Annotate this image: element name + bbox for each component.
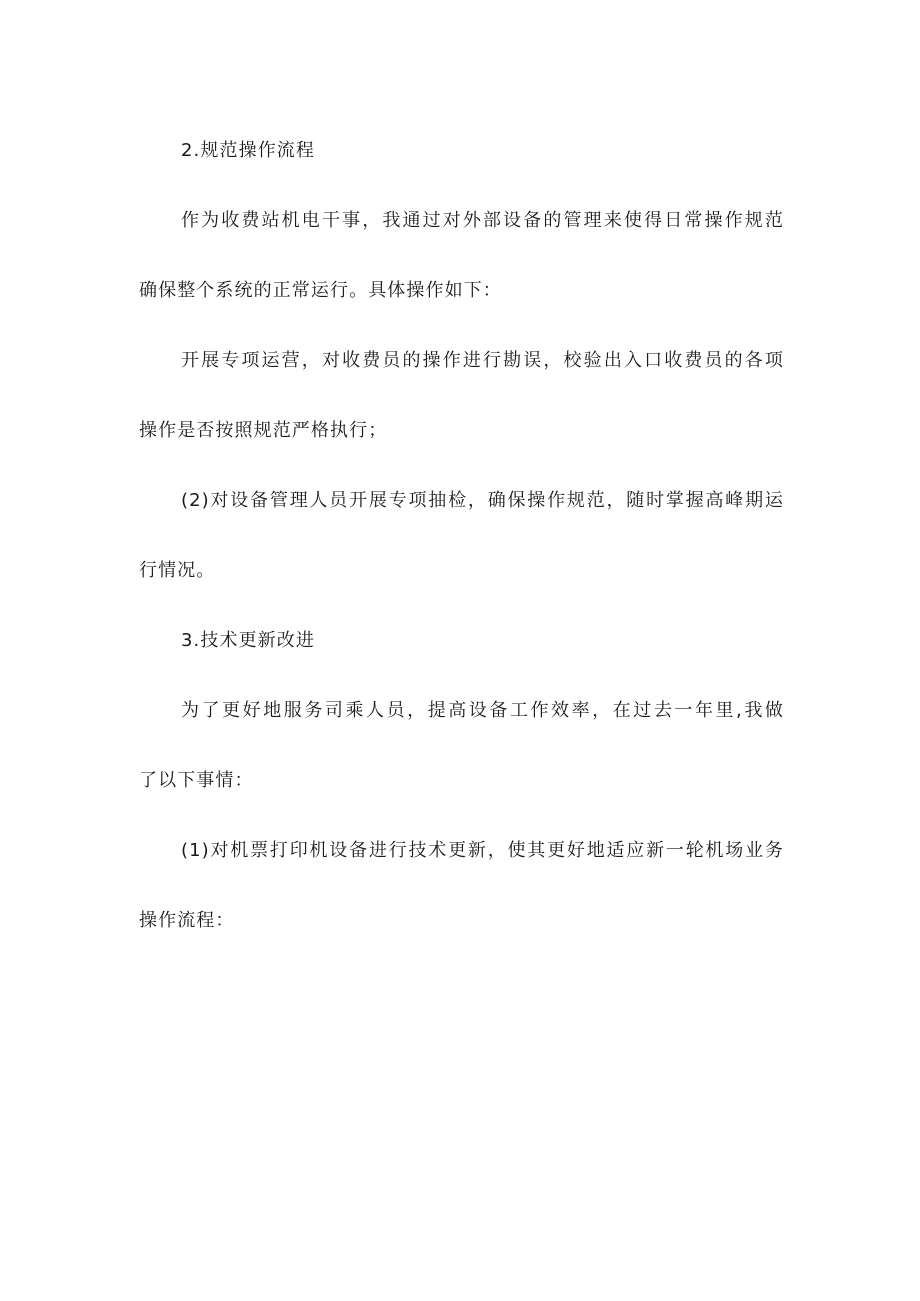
paragraph-1 xyxy=(139,203,784,308)
document-body xyxy=(139,133,784,973)
heading-text: 2.规范操作流程 xyxy=(181,140,315,161)
heading-text: 3.技术更新改进 xyxy=(181,630,315,651)
paragraph-line: (2)对设备管理人员开展专项抽检，确保操作规范，随时掌握高峰期运 xyxy=(181,490,784,511)
paragraph-line: 作为收费站机电干事，我通过对外部设备的管理来使得日常操作规范 xyxy=(181,210,784,231)
paragraph-3 xyxy=(139,483,784,588)
paragraph-line: 开展专项运营，对收费员的操作进行勘误，校验出入口收费员的各项 xyxy=(181,350,784,371)
section-heading-2 xyxy=(139,133,784,168)
paragraph-5 xyxy=(139,833,784,938)
paragraph-line: 确保整个系统的正常运行。具体操作如下： xyxy=(139,280,502,301)
paragraph-line: 操作流程： xyxy=(139,910,235,931)
paragraph-line: (1)对机票打印机设备进行技术更新，使其更好地适应新一轮机场业务 xyxy=(181,840,784,861)
paragraph-line: 行情况。 xyxy=(139,560,216,581)
section-heading-3 xyxy=(139,623,784,658)
paragraph-line: 操作是否按照规范严格执行； xyxy=(139,420,388,441)
paragraph-line: 为了更好地服务司乘人员，提高设备工作效率，在过去一年里,我做 xyxy=(181,700,784,721)
paragraph-2 xyxy=(139,343,784,448)
paragraph-4 xyxy=(139,693,784,798)
paragraph-line: 了以下事情： xyxy=(139,770,254,791)
